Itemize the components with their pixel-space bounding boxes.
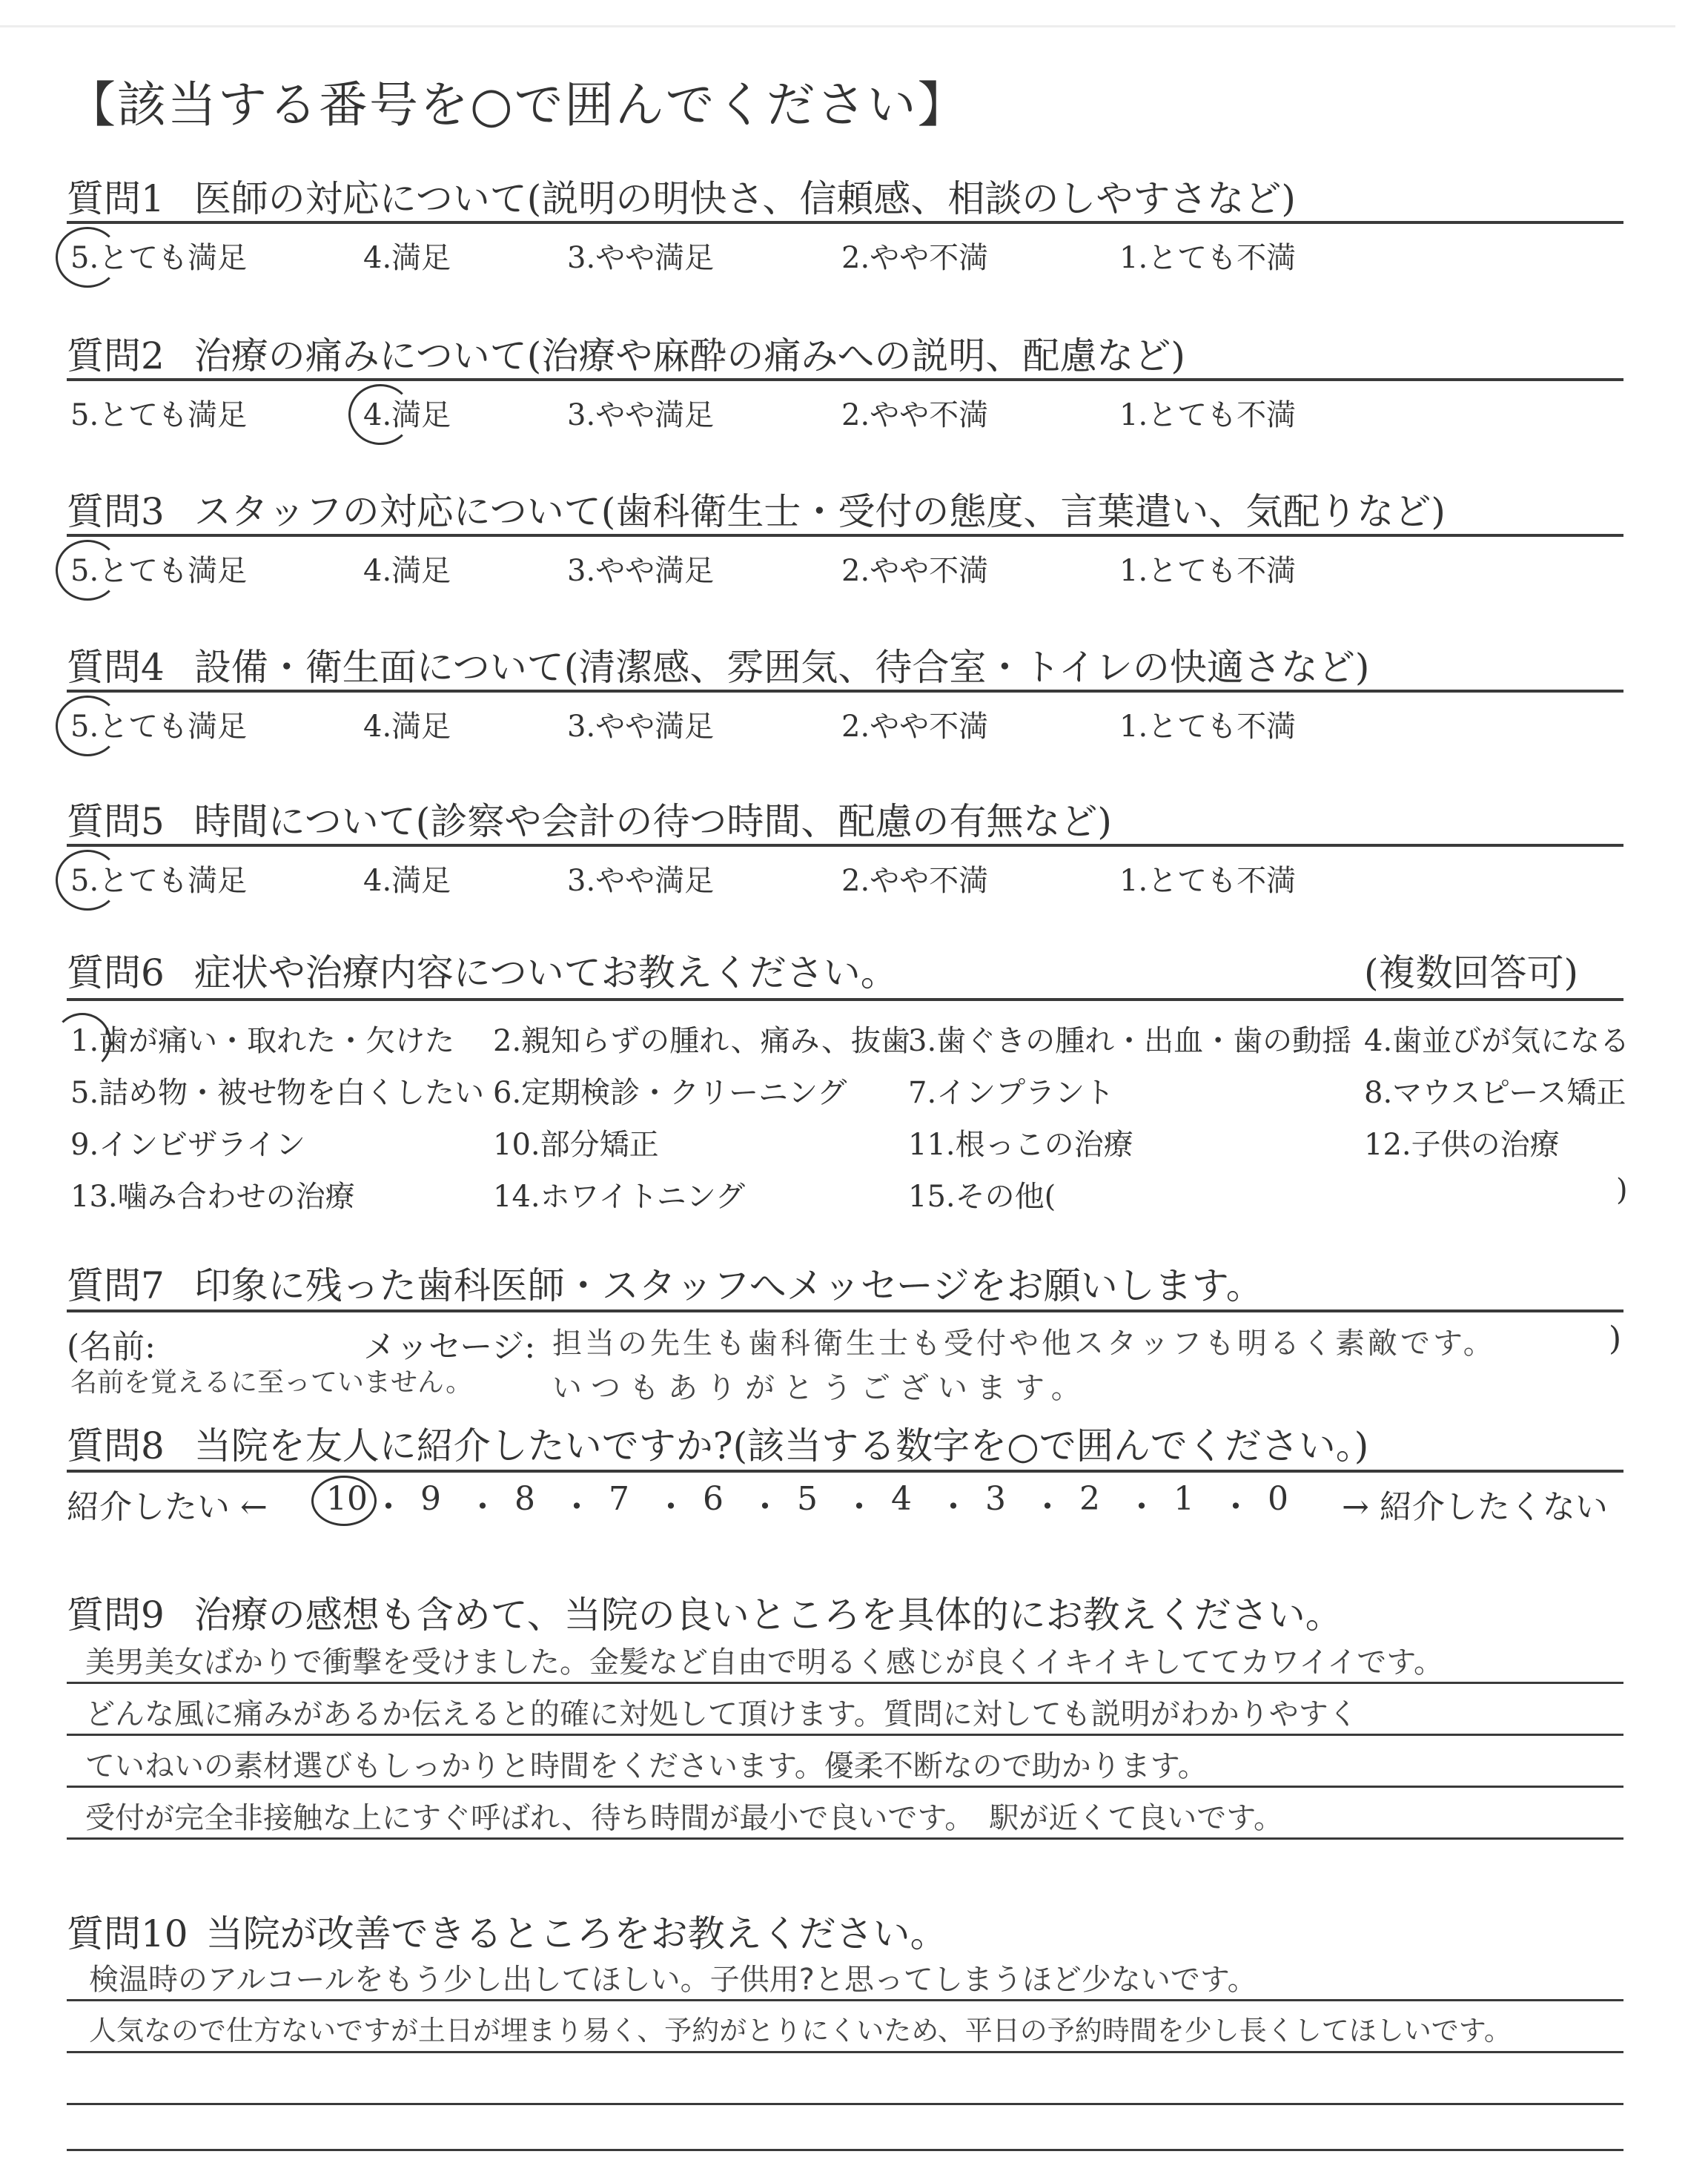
q8-right-label: → 紹介したくない <box>1342 1488 1608 1526</box>
q6-option-15[interactable]: 15.その他( <box>908 1180 1056 1214</box>
q6-option-11[interactable]: 11.根っこの治療 <box>908 1128 1133 1162</box>
q5-label: 質問5 <box>67 800 165 843</box>
q7-message-label: メッセージ: <box>363 1328 536 1366</box>
q4-option-1[interactable]: 1.とても不満 <box>1119 710 1297 744</box>
q7-rule <box>67 1309 1623 1312</box>
q6-option-7[interactable]: 7.インプラント <box>908 1076 1115 1110</box>
q6-rule <box>67 998 1623 1001</box>
q3-title <box>67 482 1446 535</box>
q1-option-5[interactable]: 5.とても満足 <box>70 241 248 275</box>
q1-text: 医師の対応について(説明の明快さ、信頼感、相談のしやすさなど) <box>193 177 1296 220</box>
q1-option-1[interactable]: 1.とても不満 <box>1119 241 1297 275</box>
q10-title <box>67 1904 947 1958</box>
q5-option-5[interactable]: 5.とても満足 <box>70 864 248 898</box>
q6-option-5[interactable]: 5.詰め物・被せ物を白くしたい <box>70 1076 485 1110</box>
q6-option-1[interactable]: 1.歯が痛い・取れた・欠けた <box>70 1024 455 1058</box>
q8-separator: ・ <box>937 1488 970 1526</box>
page-header: 【該当する番号を○で囲んでください】 <box>67 76 968 133</box>
q10-label: 質問10 <box>67 1912 188 1955</box>
q4-option-4[interactable]: 4.満足 <box>363 710 451 744</box>
q5-text: 時間について(診察や会計の待つ時間、配慮の有無など) <box>193 800 1112 843</box>
q6-circle-mark[interactable] <box>53 1013 111 1071</box>
q6-option-10[interactable]: 10.部分矯正 <box>493 1128 659 1162</box>
q8-rule <box>67 1470 1623 1473</box>
q2-option-2[interactable]: 2.やや不満 <box>841 398 989 432</box>
q10-answer-line-2: 人気なので仕方ないですが土日が埋まり易く、予約がとりにくいため、平日の予約時間を少し長くしてほしいです。 <box>89 2015 1512 2047</box>
q3-option-3[interactable]: 3.やや満足 <box>567 554 715 588</box>
q8-separator: ・ <box>1219 1488 1252 1526</box>
q6-option-12[interactable]: 12.子供の治療 <box>1364 1128 1560 1162</box>
q3-label: 質問3 <box>67 490 165 533</box>
q8-scale-0[interactable]: 0 <box>1268 1480 1288 1518</box>
q8-scale-9[interactable]: 9 <box>420 1480 441 1518</box>
q6-option-6[interactable]: 6.定期検診・クリーニング <box>493 1076 847 1110</box>
q9-answer-rule <box>67 1786 1623 1788</box>
q5-option-4[interactable]: 4.満足 <box>363 864 451 898</box>
q8-separator: ・ <box>466 1488 499 1526</box>
q2-text: 治療の痛みについて(治療や麻酔の痛みへの説明、配慮など) <box>193 334 1185 377</box>
q8-separator: ・ <box>843 1488 875 1526</box>
q3-circle-mark[interactable] <box>56 540 119 601</box>
q8-separator: ・ <box>372 1488 405 1526</box>
q3-option-4[interactable]: 4.満足 <box>363 554 451 588</box>
q9-answer-line-3: ていねいの素材選びもしっかりと時間をくださいます。優柔不断なので助かります。 <box>85 1749 1208 1783</box>
q7-name-label: (名前: <box>67 1328 156 1366</box>
q10-answer-line-1: 検温時のアルコールをもう少し出してほしい。子供用?と思ってしまうほど少ないです。 <box>89 1963 1257 1997</box>
q9-title <box>67 1585 1343 1639</box>
q4-option-2[interactable]: 2.やや不満 <box>841 710 989 744</box>
q8-scale-2[interactable]: 2 <box>1079 1480 1100 1518</box>
q2-title <box>67 326 1185 380</box>
q2-option-1[interactable]: 1.とても不満 <box>1119 398 1297 432</box>
q2-label: 質問2 <box>67 334 165 377</box>
q10-answer-rule <box>67 2103 1623 2105</box>
q9-answer-rule <box>67 1682 1623 1684</box>
q1-rule <box>67 221 1623 224</box>
q8-text: 当院を友人に紹介したいですか?(該当する数字を○で囲んでください。) <box>193 1424 1369 1467</box>
q2-option-4[interactable]: 4.満足 <box>363 398 451 432</box>
q8-scale-3[interactable]: 3 <box>985 1480 1006 1518</box>
q8-separator: ・ <box>655 1488 687 1526</box>
q6-option-13[interactable]: 13.噛み合わせの治療 <box>70 1180 355 1214</box>
q10-text: 当院が改善できるところをお教えください。 <box>205 1912 947 1955</box>
q7-label: 質問7 <box>67 1264 165 1307</box>
q9-answer-line-4: 受付が完全非接触な上にすぐ呼ばれ、待ち時間が最小で良いです。 駅が近くて良いです。 <box>85 1801 1283 1835</box>
q6-other-close-paren: ) <box>1616 1173 1628 1207</box>
q10-answer-rule <box>67 1999 1623 2001</box>
q6-option-8[interactable]: 8.マウスピース矯正 <box>1364 1076 1626 1110</box>
q8-scale-6[interactable]: 6 <box>703 1480 724 1518</box>
q8-scale-1[interactable]: 1 <box>1174 1480 1194 1518</box>
q8-scale-7[interactable]: 7 <box>609 1480 629 1518</box>
q4-option-3[interactable]: 3.やや満足 <box>567 710 715 744</box>
q8-scale-8[interactable]: 8 <box>514 1480 535 1518</box>
q8-separator: ・ <box>1031 1488 1064 1526</box>
q8-separator: ・ <box>1125 1488 1158 1526</box>
q7-message-line2: いつもありがとうございます。 <box>552 1371 1090 1405</box>
q9-answer-rule <box>67 1837 1623 1840</box>
q5-option-3[interactable]: 3.やや満足 <box>567 864 715 898</box>
q6-text: 症状や治療内容についてお教えください。 <box>193 951 898 994</box>
q6-note: (複数回答可) <box>1364 951 1579 994</box>
q6-option-14[interactable]: 14.ホワイトニング <box>493 1180 746 1214</box>
q8-circle-mark[interactable] <box>311 1476 377 1526</box>
q6-title <box>67 943 898 997</box>
q2-option-5[interactable]: 5.とても満足 <box>70 398 248 432</box>
q8-label: 質問8 <box>67 1424 165 1467</box>
q3-option-5[interactable]: 5.とても満足 <box>70 554 248 588</box>
q1-option-3[interactable]: 3.やや満足 <box>567 241 715 275</box>
q9-answer-rule <box>67 1734 1623 1736</box>
q2-rule <box>67 378 1623 381</box>
q7-message-line1: 担当の先生も歯科衛生士も受付や他スタッフも明るく素敵です。 <box>552 1327 1496 1361</box>
q3-option-1[interactable]: 1.とても不満 <box>1119 554 1297 588</box>
q5-rule <box>67 844 1623 847</box>
q8-separator: ・ <box>749 1488 781 1526</box>
q6-option-4[interactable]: 4.歯並びが気になる <box>1364 1024 1630 1058</box>
q7-close-paren: ) <box>1609 1320 1622 1358</box>
q1-option-2[interactable]: 2.やや不満 <box>841 241 989 275</box>
q1-title <box>67 169 1296 222</box>
q8-scale-5[interactable]: 5 <box>797 1480 818 1518</box>
q7-text: 印象に残った歯科医師・スタッフへメッセージをお願いします。 <box>193 1264 1263 1307</box>
q1-option-4[interactable]: 4.満足 <box>363 241 451 275</box>
q9-answer-line-2: どんな風に痛みがあるか伝えると的確に対処して頂けます。質問に対しても説明がわかりやすく <box>85 1697 1358 1731</box>
q8-separator: ・ <box>560 1488 593 1526</box>
q8-scale-10[interactable]: 10 <box>326 1480 368 1518</box>
q3-option-2[interactable]: 2.やや不満 <box>841 554 989 588</box>
q5-title <box>67 792 1112 845</box>
q10-answer-rule <box>67 2051 1623 2053</box>
q3-rule <box>67 534 1623 537</box>
q5-option-2[interactable]: 2.やや不満 <box>841 864 989 898</box>
q6-option-9[interactable]: 9.インビザライン <box>70 1128 305 1162</box>
q8-title <box>67 1416 1368 1470</box>
q8-left-label: 紹介したい ← <box>67 1488 268 1526</box>
q5-circle-mark[interactable] <box>56 850 119 911</box>
scan-edge-line <box>0 25 1675 27</box>
q6-label: 質問6 <box>67 951 165 994</box>
q9-label: 質問9 <box>67 1593 165 1636</box>
q4-title <box>67 638 1369 691</box>
q4-text: 設備・衛生面について(清潔感、雰囲気、待合室・トイレの快適さなど) <box>193 646 1370 689</box>
q4-label: 質問4 <box>67 646 165 689</box>
q1-label: 質問1 <box>67 177 165 220</box>
q6-option-2[interactable]: 2.親知らずの腫れ、痛み、抜歯 <box>493 1024 910 1058</box>
q9-text: 治療の感想も含めて、当院の良いところを具体的にお教えください。 <box>193 1593 1343 1636</box>
q2-option-3[interactable]: 3.やや満足 <box>567 398 715 432</box>
q5-option-1[interactable]: 1.とても不満 <box>1119 864 1297 898</box>
q3-text: スタッフの対応について(歯科衛生士・受付の態度、言葉遣い、気配りなど) <box>193 490 1446 533</box>
q7-name-answer: 名前を覚えるに至っていません。 <box>70 1367 473 1398</box>
q8-scale-4[interactable]: 4 <box>891 1480 912 1518</box>
q4-rule <box>67 690 1623 693</box>
q9-answer-line-1: 美男美女ばかりで衝撃を受けました。金髪など自由で明るく感じが良くイキイキしててカワイイです。 <box>85 1645 1443 1680</box>
q6-option-3[interactable]: 3.歯ぐきの腫れ・出血・歯の動揺 <box>908 1024 1352 1058</box>
q7-title <box>67 1256 1263 1309</box>
q10-answer-rule <box>67 2149 1623 2151</box>
q1-circle-mark[interactable] <box>56 227 119 288</box>
q4-option-5[interactable]: 5.とても満足 <box>70 710 248 744</box>
q4-circle-mark[interactable] <box>56 696 119 756</box>
q2-circle-mark[interactable] <box>348 384 412 445</box>
